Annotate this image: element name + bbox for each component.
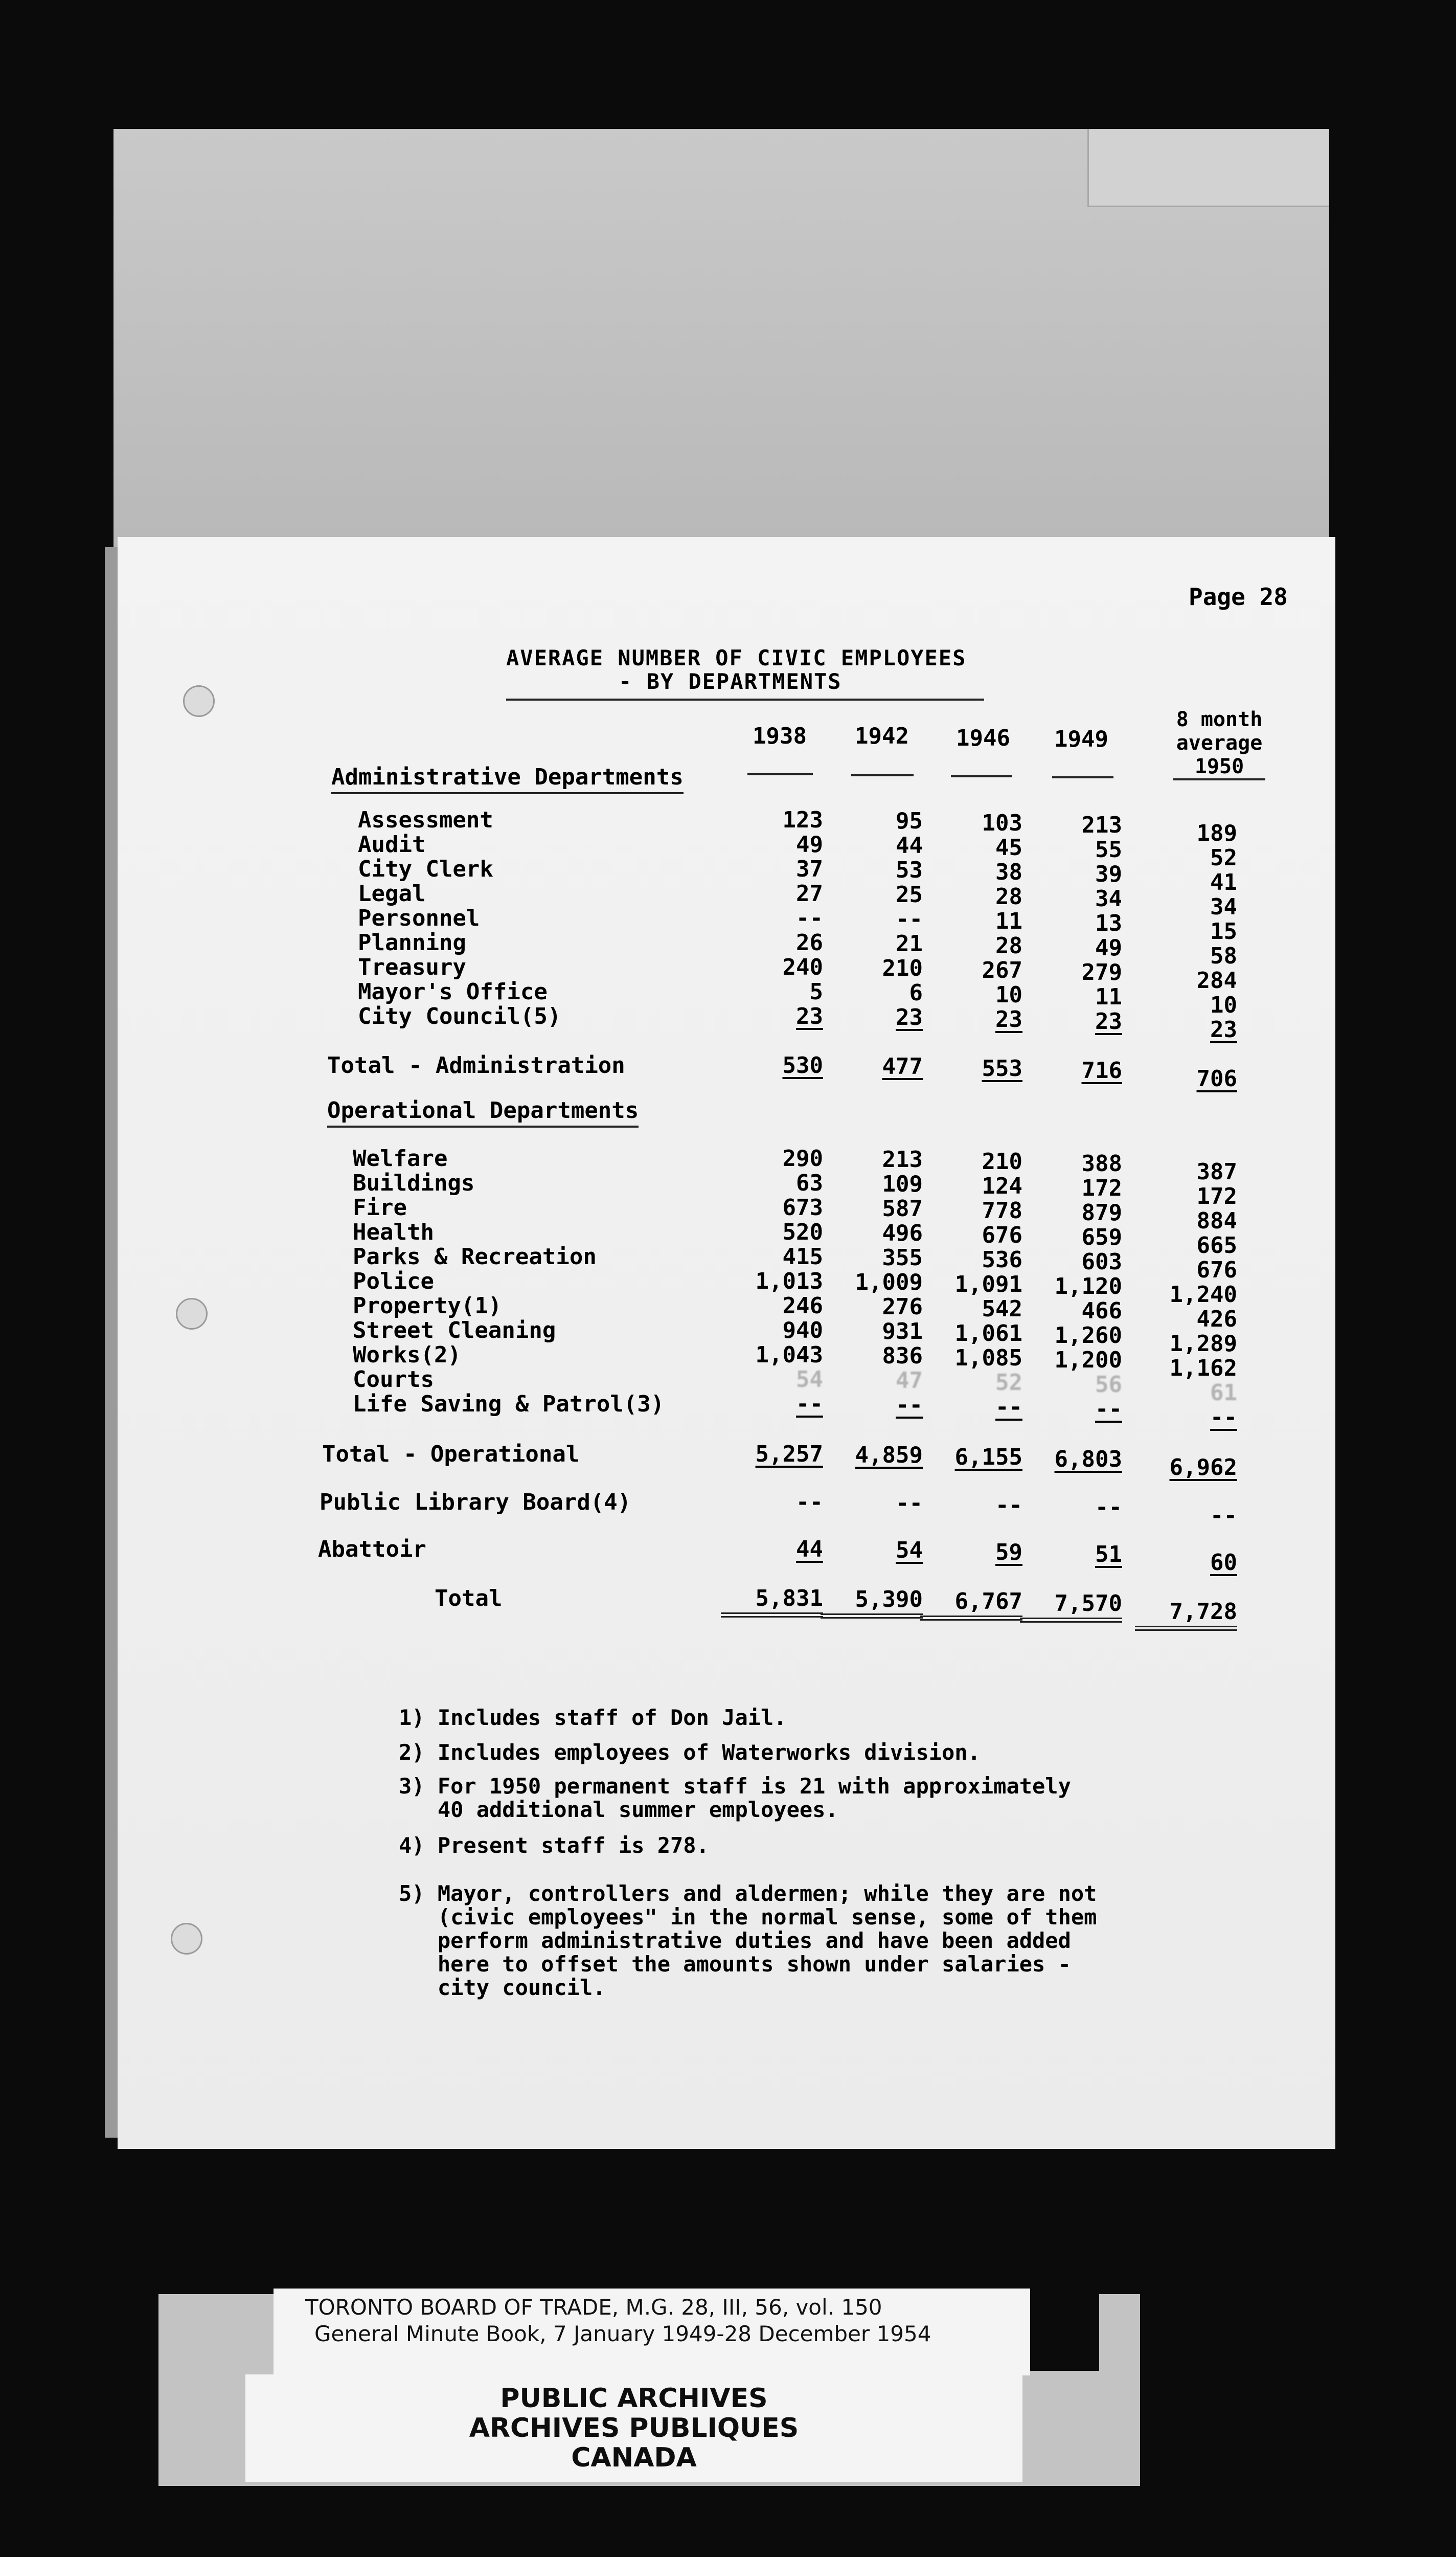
oper-row-1-label: Buildings xyxy=(353,1170,475,1196)
admin-section-heading: Administrative Departments xyxy=(331,764,684,794)
admin-total-value-1: 477 xyxy=(882,1053,923,1080)
document-subtitle: - BY DEPARTMENTS xyxy=(619,669,842,694)
admin-row-8-value-3: 23 xyxy=(1095,1008,1122,1035)
page-number: Page 28 xyxy=(1189,583,1288,611)
oper-row-2-value-1: 587 xyxy=(882,1196,923,1222)
admin-row-1-value-1: 44 xyxy=(896,833,923,859)
oper-row-9-value-0: 54 xyxy=(796,1366,823,1393)
punch-hole-top xyxy=(183,685,215,717)
admin-row-6-value-3: 279 xyxy=(1081,959,1122,985)
col-rule-1946 xyxy=(951,775,1012,777)
library-row-value-1: -- xyxy=(896,1490,923,1516)
abattoir-row-value-4: 60 xyxy=(1210,1550,1237,1576)
oper-row-10-value-4: -- xyxy=(1210,1404,1237,1430)
admin-row-5-value-4: 58 xyxy=(1210,943,1237,969)
oper-row-3-value-3: 659 xyxy=(1081,1224,1122,1250)
oper-row-8-value-4: 1,162 xyxy=(1169,1355,1237,1381)
oper-row-9-value-1: 47 xyxy=(896,1367,923,1394)
admin-total-value-0: 530 xyxy=(782,1052,823,1079)
admin-total-label: Total - Administration xyxy=(327,1052,625,1079)
library-row-value-2: -- xyxy=(995,1492,1022,1518)
oper-row-5-value-1: 1,009 xyxy=(855,1269,923,1295)
oper-row-2-value-4: 884 xyxy=(1196,1208,1237,1234)
library-row-value-3: -- xyxy=(1095,1494,1122,1520)
grand-total-value-4: 7,728 xyxy=(1135,1599,1237,1631)
admin-row-3-value-1: 25 xyxy=(896,882,923,908)
admin-row-1-value-4: 52 xyxy=(1210,845,1237,871)
oper-total-value-4: 6,962 xyxy=(1169,1454,1237,1481)
avg-head-year: 1950 xyxy=(1173,755,1265,780)
col-1950-average xyxy=(1161,708,1278,780)
oper-row-6-value-4: 426 xyxy=(1196,1306,1237,1332)
oper-row-10-value-2: -- xyxy=(995,1394,1022,1420)
admin-row-4-value-2: 11 xyxy=(995,908,1022,934)
stamp-line2: ARCHIVES PUBLIQUES xyxy=(469,2413,799,2443)
library-row-label: Public Library Board(4) xyxy=(320,1489,631,1515)
oper-row-7-value-0: 940 xyxy=(782,1317,823,1343)
admin-total-value-3: 716 xyxy=(1081,1058,1122,1084)
stamp-line3: CANADA xyxy=(571,2442,697,2473)
admin-row-2-value-4: 41 xyxy=(1210,869,1237,895)
punch-hole-middle xyxy=(176,1298,208,1330)
oper-row-9-label: Courts xyxy=(353,1366,434,1393)
oper-total-label: Total - Operational xyxy=(322,1441,580,1467)
admin-row-8-value-1: 23 xyxy=(896,1004,923,1030)
admin-row-7-value-1: 6 xyxy=(909,980,923,1006)
admin-row-3-value-3: 34 xyxy=(1095,886,1122,912)
oper-row-1-value-0: 63 xyxy=(796,1170,823,1196)
oper-row-3-label: Health xyxy=(353,1219,434,1245)
oper-total-value-2: 6,155 xyxy=(954,1444,1022,1470)
col-rule-1938 xyxy=(747,773,813,775)
abattoir-row-value-0: 44 xyxy=(796,1536,823,1562)
admin-row-2-value-0: 37 xyxy=(796,856,823,882)
oper-row-4-value-0: 415 xyxy=(782,1244,823,1270)
admin-row-6-value-2: 267 xyxy=(982,957,1022,983)
oper-row-8-value-2: 1,085 xyxy=(954,1345,1022,1371)
library-row-value-4: -- xyxy=(1210,1502,1237,1529)
oper-row-10-value-3: -- xyxy=(1095,1396,1122,1422)
admin-row-7-value-0: 5 xyxy=(809,979,823,1005)
admin-row-0-value-1: 95 xyxy=(896,808,923,834)
avg-head-line2: average xyxy=(1176,731,1263,755)
oper-row-6-value-3: 466 xyxy=(1081,1298,1122,1324)
oper-row-0-value-4: 387 xyxy=(1196,1159,1237,1185)
oper-row-3-value-1: 496 xyxy=(882,1220,923,1246)
admin-row-0-value-3: 213 xyxy=(1081,812,1122,838)
document-title: AVERAGE NUMBER OF CIVIC EMPLOYEES xyxy=(506,645,967,670)
admin-row-2-label: City Clerk xyxy=(358,856,493,882)
admin-row-8-value-0: 23 xyxy=(796,1003,823,1029)
col-1946: 1946 xyxy=(956,725,1010,751)
admin-row-8-value-4: 23 xyxy=(1210,1017,1237,1043)
admin-row-5-value-3: 49 xyxy=(1095,935,1122,961)
punch-hole-bottom xyxy=(171,1923,202,1955)
oper-row-1-value-3: 172 xyxy=(1081,1175,1122,1201)
oper-row-8-value-1: 836 xyxy=(882,1343,923,1369)
footnote-5: 5) Mayor, controllers and aldermen; while they are not (civic employees" in the normal sense, some of them perform administrative duties and have been added here to offset the amounts shown under salaries - city council. xyxy=(399,1881,1097,2000)
grand-total-label: Total xyxy=(435,1585,503,1611)
oper-row-0-value-1: 213 xyxy=(882,1147,923,1173)
oper-row-0-value-3: 388 xyxy=(1081,1151,1122,1177)
oper-row-7-label: Street Cleaning xyxy=(353,1317,556,1343)
admin-row-5-value-0: 26 xyxy=(796,930,823,956)
public-archives-stamp xyxy=(245,2374,1022,2482)
oper-row-1-value-4: 172 xyxy=(1196,1183,1237,1209)
oper-total-value-0: 5,257 xyxy=(755,1441,823,1467)
archive-reference xyxy=(274,2289,1030,2375)
oper-total-value-3: 6,803 xyxy=(1054,1446,1122,1472)
oper-row-1-value-2: 124 xyxy=(982,1173,1022,1199)
avg-head-line1: 8 month xyxy=(1176,708,1263,731)
oper-row-4-value-2: 536 xyxy=(982,1247,1022,1273)
oper-row-0-value-2: 210 xyxy=(982,1149,1022,1175)
admin-row-6-value-0: 240 xyxy=(782,954,823,980)
archive-reference-line1: TORONTO BOARD OF TRADE, M.G. 28, III, 56, vol. 150 xyxy=(305,2295,882,2320)
admin-row-0-label: Assessment xyxy=(358,807,493,833)
col-1949: 1949 xyxy=(1054,726,1108,752)
oper-row-8-label: Works(2) xyxy=(353,1342,461,1368)
archive-reference-line2: General Minute Book, 7 January 1949-28 December 1954 xyxy=(314,2321,931,2346)
oper-row-7-value-3: 1,260 xyxy=(1054,1322,1122,1349)
abattoir-row-value-3: 51 xyxy=(1095,1541,1122,1567)
col-1938: 1938 xyxy=(753,723,807,749)
footnote-3: 3) For 1950 permanent staff is 21 with approximately 40 additional summer employees. xyxy=(399,1774,1071,1822)
admin-row-2-value-3: 39 xyxy=(1095,861,1122,887)
footnote-4: 4) Present staff is 278. xyxy=(399,1833,709,1858)
oper-row-5-label: Police xyxy=(353,1268,434,1294)
oper-row-0-label: Welfare xyxy=(353,1146,448,1172)
oper-row-5-value-3: 1,120 xyxy=(1054,1273,1122,1299)
oper-row-2-value-3: 879 xyxy=(1081,1200,1122,1226)
oper-row-4-value-1: 355 xyxy=(882,1245,923,1271)
oper-row-6-value-1: 276 xyxy=(882,1294,923,1320)
admin-row-4-value-1: -- xyxy=(896,906,923,932)
admin-row-1-value-0: 49 xyxy=(796,832,823,858)
admin-row-3-label: Legal xyxy=(358,881,426,907)
admin-row-4-value-0: -- xyxy=(796,905,823,931)
oper-row-5-value-4: 1,240 xyxy=(1169,1282,1237,1308)
admin-row-0-value-0: 123 xyxy=(782,807,823,833)
oper-row-8-value-3: 1,200 xyxy=(1054,1347,1122,1373)
admin-total-value-2: 553 xyxy=(982,1056,1022,1082)
admin-row-6-value-1: 210 xyxy=(882,955,923,981)
oper-row-9-value-4: 61 xyxy=(1210,1380,1237,1406)
oper-row-2-label: Fire xyxy=(353,1195,407,1221)
oper-row-5-value-2: 1,091 xyxy=(954,1271,1022,1297)
abattoir-row-value-2: 59 xyxy=(995,1539,1022,1565)
admin-row-1-value-2: 45 xyxy=(995,835,1022,861)
oper-row-3-value-2: 676 xyxy=(982,1222,1022,1248)
sheet-fold xyxy=(1087,129,1329,207)
admin-row-6-label: Treasury xyxy=(358,954,466,980)
admin-row-5-label: Planning xyxy=(358,930,466,956)
oper-row-0-value-0: 290 xyxy=(782,1146,823,1172)
admin-row-3-value-0: 27 xyxy=(796,881,823,907)
oper-row-4-value-3: 603 xyxy=(1081,1249,1122,1275)
admin-row-5-value-1: 21 xyxy=(896,931,923,957)
abattoir-row-value-1: 54 xyxy=(896,1537,923,1563)
admin-row-4-value-4: 15 xyxy=(1210,918,1237,945)
grand-total-value-2: 6,767 xyxy=(920,1588,1022,1621)
grand-total-value-1: 5,390 xyxy=(821,1586,923,1619)
admin-row-3-value-2: 28 xyxy=(995,884,1022,910)
oper-row-7-value-1: 931 xyxy=(882,1318,923,1344)
oper-row-7-value-2: 1,061 xyxy=(954,1320,1022,1347)
oper-row-10-value-0: -- xyxy=(796,1391,823,1417)
admin-row-3-value-4: 34 xyxy=(1210,894,1237,920)
oper-total-value-1: 4,859 xyxy=(855,1442,923,1468)
admin-row-0-value-4: 189 xyxy=(1196,820,1237,846)
admin-row-4-value-3: 13 xyxy=(1095,910,1122,936)
admin-row-5-value-2: 28 xyxy=(995,933,1022,959)
oper-row-2-value-0: 673 xyxy=(782,1195,823,1221)
footnote-2: 2) Includes employees of Waterworks division. xyxy=(399,1740,981,1765)
oper-row-6-value-0: 246 xyxy=(782,1293,823,1319)
grand-total-value-0: 5,831 xyxy=(721,1585,823,1618)
oper-row-9-value-2: 52 xyxy=(995,1370,1022,1396)
title-underline xyxy=(506,699,984,701)
oper-row-4-label: Parks & Recreation xyxy=(353,1244,597,1270)
oper-row-10-label: Life Saving & Patrol(3) xyxy=(353,1391,665,1417)
admin-row-8-value-2: 23 xyxy=(995,1006,1022,1033)
admin-row-7-label: Mayor's Office xyxy=(358,979,548,1005)
oper-row-2-value-2: 778 xyxy=(982,1198,1022,1224)
admin-total-value-4: 706 xyxy=(1196,1066,1237,1092)
admin-row-0-value-2: 103 xyxy=(982,810,1022,836)
admin-row-1-value-3: 55 xyxy=(1095,837,1122,863)
admin-row-6-value-4: 284 xyxy=(1196,968,1237,994)
oper-row-8-value-0: 1,043 xyxy=(755,1342,823,1368)
admin-row-8-label: City Council(5) xyxy=(358,1003,561,1029)
oper-row-5-value-0: 1,013 xyxy=(755,1268,823,1294)
library-row-value-0: -- xyxy=(796,1489,823,1515)
oper-row-4-value-4: 676 xyxy=(1196,1257,1237,1283)
oper-row-6-value-2: 542 xyxy=(982,1296,1022,1322)
abattoir-row-label: Abattoir xyxy=(318,1536,426,1562)
admin-row-1-label: Audit xyxy=(358,832,426,858)
oper-row-3-value-4: 665 xyxy=(1196,1232,1237,1259)
col-rule-1942 xyxy=(851,774,914,776)
admin-row-7-value-4: 10 xyxy=(1210,992,1237,1018)
col-1942: 1942 xyxy=(855,723,909,749)
oper-row-7-value-4: 1,289 xyxy=(1169,1331,1237,1357)
admin-row-4-label: Personnel xyxy=(358,905,480,931)
admin-row-2-value-1: 53 xyxy=(896,857,923,883)
col-rule-1949 xyxy=(1052,776,1113,778)
admin-row-2-value-2: 38 xyxy=(995,859,1022,885)
oper-row-9-value-3: 56 xyxy=(1095,1372,1122,1398)
admin-row-7-value-3: 11 xyxy=(1095,984,1122,1010)
stamp-line1: PUBLIC ARCHIVES xyxy=(500,2383,768,2414)
footnote-1: 1) Includes staff of Don Jail. xyxy=(399,1705,787,1730)
oper-section-heading: Operational Departments xyxy=(327,1097,639,1128)
oper-row-10-value-1: -- xyxy=(896,1392,923,1418)
oper-row-3-value-0: 520 xyxy=(782,1219,823,1245)
oper-row-1-value-1: 109 xyxy=(882,1171,923,1197)
grand-total-value-3: 7,570 xyxy=(1020,1590,1122,1623)
admin-row-7-value-2: 10 xyxy=(995,982,1022,1008)
oper-row-6-label: Property(1) xyxy=(353,1293,502,1319)
